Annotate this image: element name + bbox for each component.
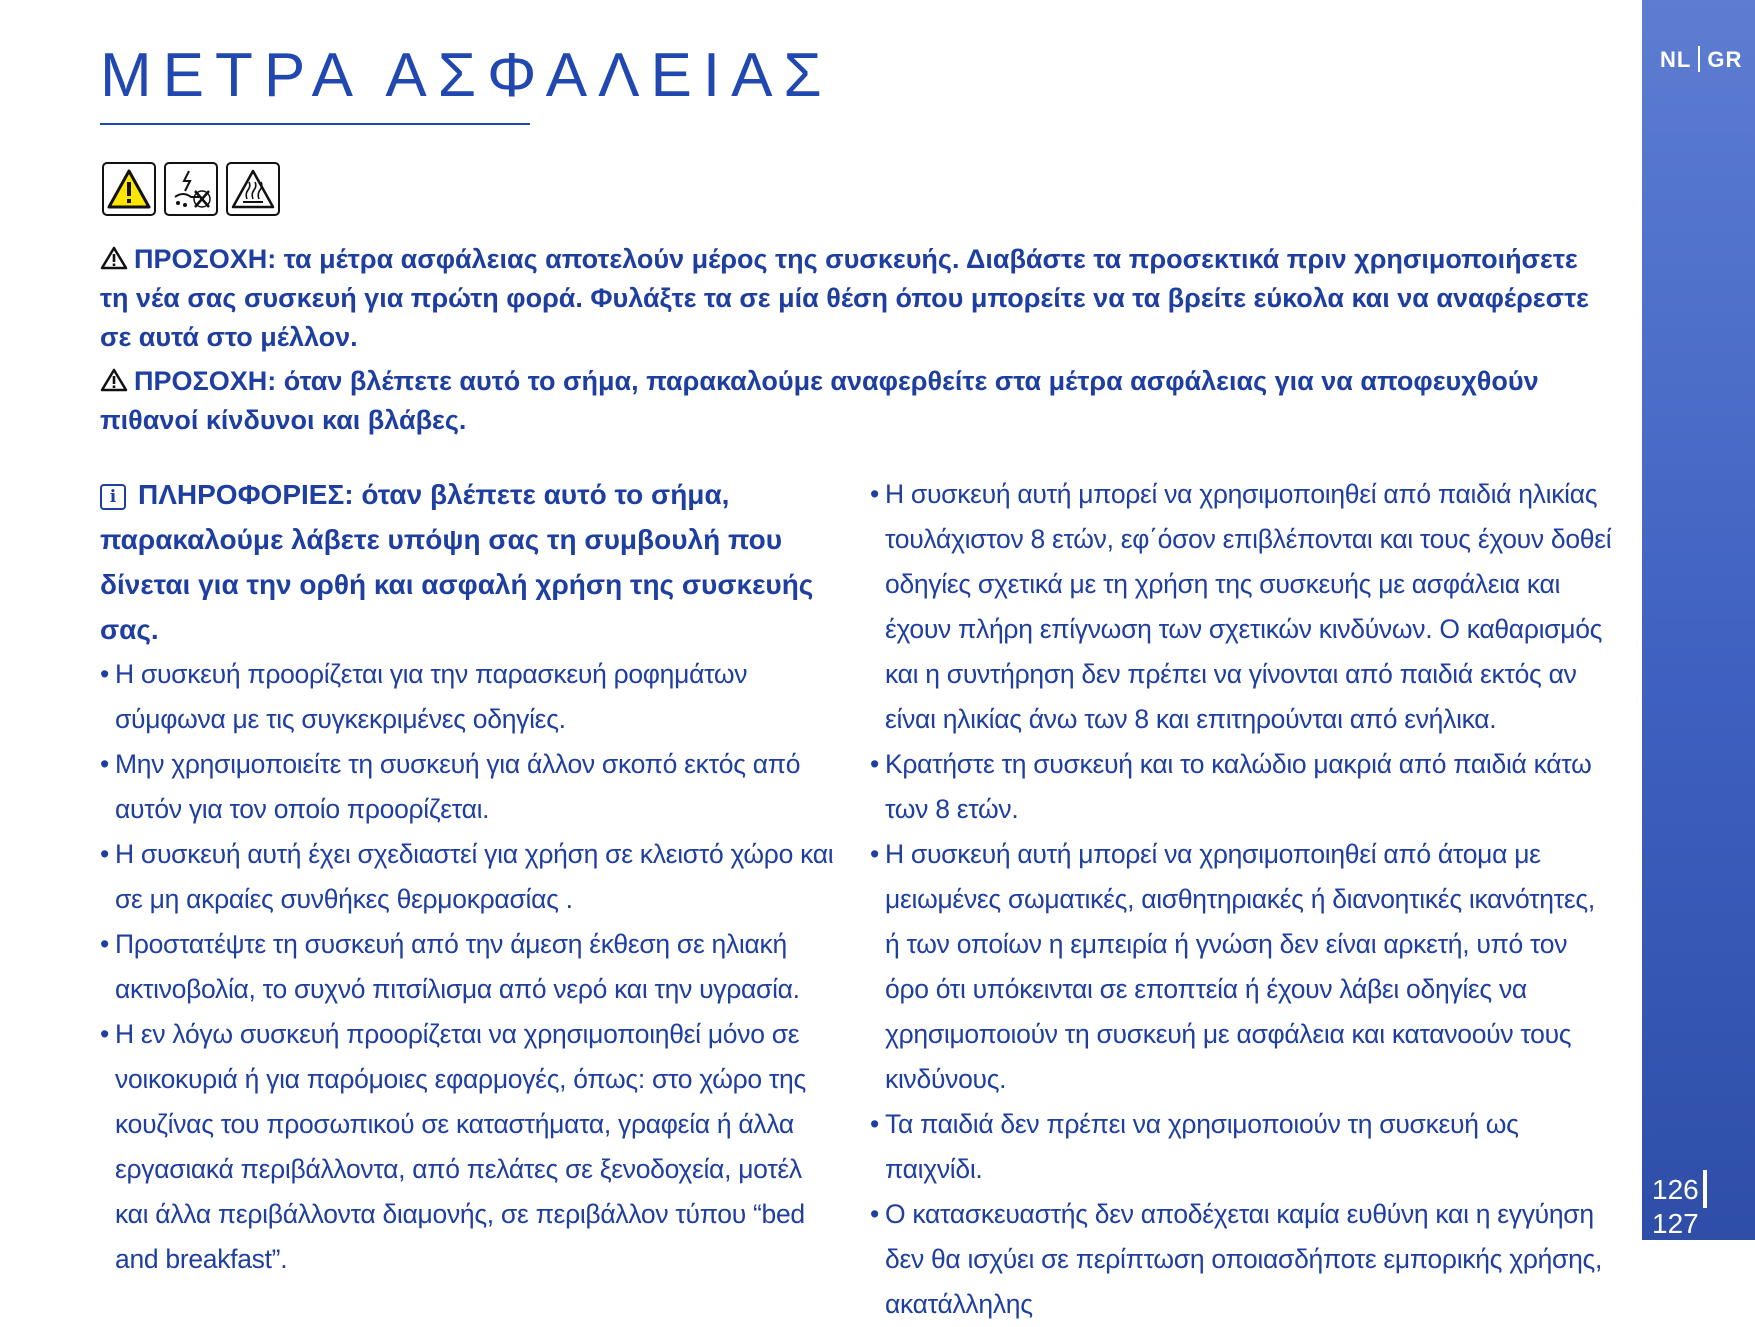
warning-triangle-icon (102, 162, 156, 216)
right-sidebar-band (1642, 0, 1755, 1240)
lang-gr[interactable]: GR (1707, 47, 1743, 72)
list-item: • Μην χρησιμοποιείτε τη συσκευή για άλλον σκοπό εκτός από αυτόν για τον οποίο προορίζεται. (100, 742, 840, 832)
info-heading-line: ΠΛΗΡΟΦΟΡΙΕΣ: όταν βλέπετε αυτό το σήμα, (138, 479, 730, 510)
warning-note (100, 362, 1610, 440)
list-item: • Προστατέψτε τη συσκευή από την άμεση έκθεση σε ηλιακή ακτινοβολία, το συχνό πιτσίλισμα από νερό και την υγρασία. (100, 922, 840, 1012)
list-item: • Η εν λόγω συσκευή προορίζεται να χρησιμοποιηθεί μόνο σε νοικοκυριά ή για παρόμοιες εφαρμογές, όπως: στο χώρο της κουζίνας του προσωπικού σε καταστήματα, γραφεία ή άλλα εργασιακά περιβάλλοντα, από πελάτες σε ξενοδοχεία, μοτέλ και άλλα περιβάλλοντα διαμονής, σε περιβάλλον τύπου “bed and breakfast”. (100, 1012, 840, 1282)
list-item: • Κρατήστε τη συσκευή και το καλώδιο μακριά από παιδιά κάτω των 8 ετών. (870, 742, 1615, 832)
right-bullet-list (870, 472, 1615, 1327)
list-item: • Τα παιδιά δεν πρέπει να χρησιμοποιούν τη συσκευή ως παιχνίδι. (870, 1102, 1615, 1192)
safety-symbols (102, 162, 280, 216)
page-separator (1703, 1170, 1707, 1208)
right-column (870, 472, 1615, 1327)
warning-note (100, 240, 1610, 357)
warning-notes (100, 240, 1610, 445)
list-item: • Ο κατασκευαστής δεν αποδέχεται καμία ευθύνη και η εγγύηση δεν θα ισχύει σε περίπτωση οποιασδήποτε εμπορικής χρήσης, ακατάλληλης (870, 1192, 1615, 1327)
page-right-number: 127 (1652, 1208, 1699, 1239)
title-underline (100, 123, 530, 125)
left-column (100, 472, 840, 1282)
info-heading (100, 472, 840, 652)
warning-text: ΠΡΟΣΟΧΗ: όταν βλέπετε αυτό το σήμα, παρακαλούμε αναφερθείτε στα μέτρα ασφάλειας για να αποφευχθούν πιθανοί κίνδυνοι και βλάβες. (100, 366, 1539, 435)
info-icon: i (100, 484, 126, 510)
list-item: • Η συσκευή προορίζεται για την παρασκευή ροφημάτων σύμφωνα με τις συγκεκριμένες οδηγίες. (100, 652, 840, 742)
warning-icon (100, 368, 128, 392)
left-bullet-list (100, 652, 840, 1282)
warning-text: ΠΡΟΣΟΧΗ: τα μέτρα ασφάλειας αποτελούν μέρος της συσκευής. Διαβάστε τα προσεκτικά πριν χρησιμοποιήσετε τη νέα σας συσκευή για πρώτη φορά. Φυλάξτε τα σε μία θέση όπου μπορείτε να τα βρείτε εύκολα και να αναφέρεστε σε αυτά στο μέλλον. (100, 244, 1589, 352)
language-indicator (1660, 46, 1742, 73)
list-item: • Η συσκευή αυτή μπορεί να χρησιμοποιηθεί από άτομα με μειωμένες σωματικές, αισθητηριακές ή διανοητικές ικανότητες, ή των οποίων η εμπειρία ή γνώση δεν είναι αρκετή, υπό τον όρο ότι υπόκεινται σε εποπτεία ή έχουν λάβει οδηγίες να χρησιμοποιούν τη συσκευή με ασφάλεια και κατανοούν τους κινδύνους. (870, 832, 1615, 1102)
page-left-number: 126 (1652, 1174, 1699, 1205)
hot-surface-icon (226, 162, 280, 216)
page-title: ΜΕΤΡΑ ΑΣΦΑΛΕΙΑΣ (100, 41, 833, 110)
info-heading-line: δίνεται για την ορθή και ασφαλή χρήση της συσκευής σας. (100, 569, 814, 645)
warning-icon (100, 246, 128, 270)
lang-nl[interactable]: NL (1660, 47, 1692, 72)
list-item: • Η συσκευή αυτή μπορεί να χρησιμοποιηθεί από παιδιά ηλικίας τουλάχιστον 8 ετών, εφ΄όσον επιβλέπονται και τους έχουν δοθεί οδηγίες σχετικά με τη χρήση της συσκευής με ασφάλεια και έχουν πλήρη επίγνωση των σχετικών κινδύνων. Ο καθαρισμός και η συντήρηση δεν πρέπει να γίνονται από παιδιά εκτός αν είναι ηλικίας άνω των 8 και επιτηρούνται από ενήλικα. (870, 472, 1615, 742)
no-water-spray-icon (164, 162, 218, 216)
lang-separator (1698, 46, 1700, 72)
list-item: • Η συσκευή αυτή έχει σχεδιαστεί για χρήση σε κλειστό χώρο και σε μη ακραίες συνθήκες θερμοκρασίας . (100, 832, 840, 922)
info-heading-line: παρακαλούμε λάβετε υπόψη σας τη συμβουλή που (100, 524, 783, 555)
page-numbers (1652, 1170, 1755, 1240)
